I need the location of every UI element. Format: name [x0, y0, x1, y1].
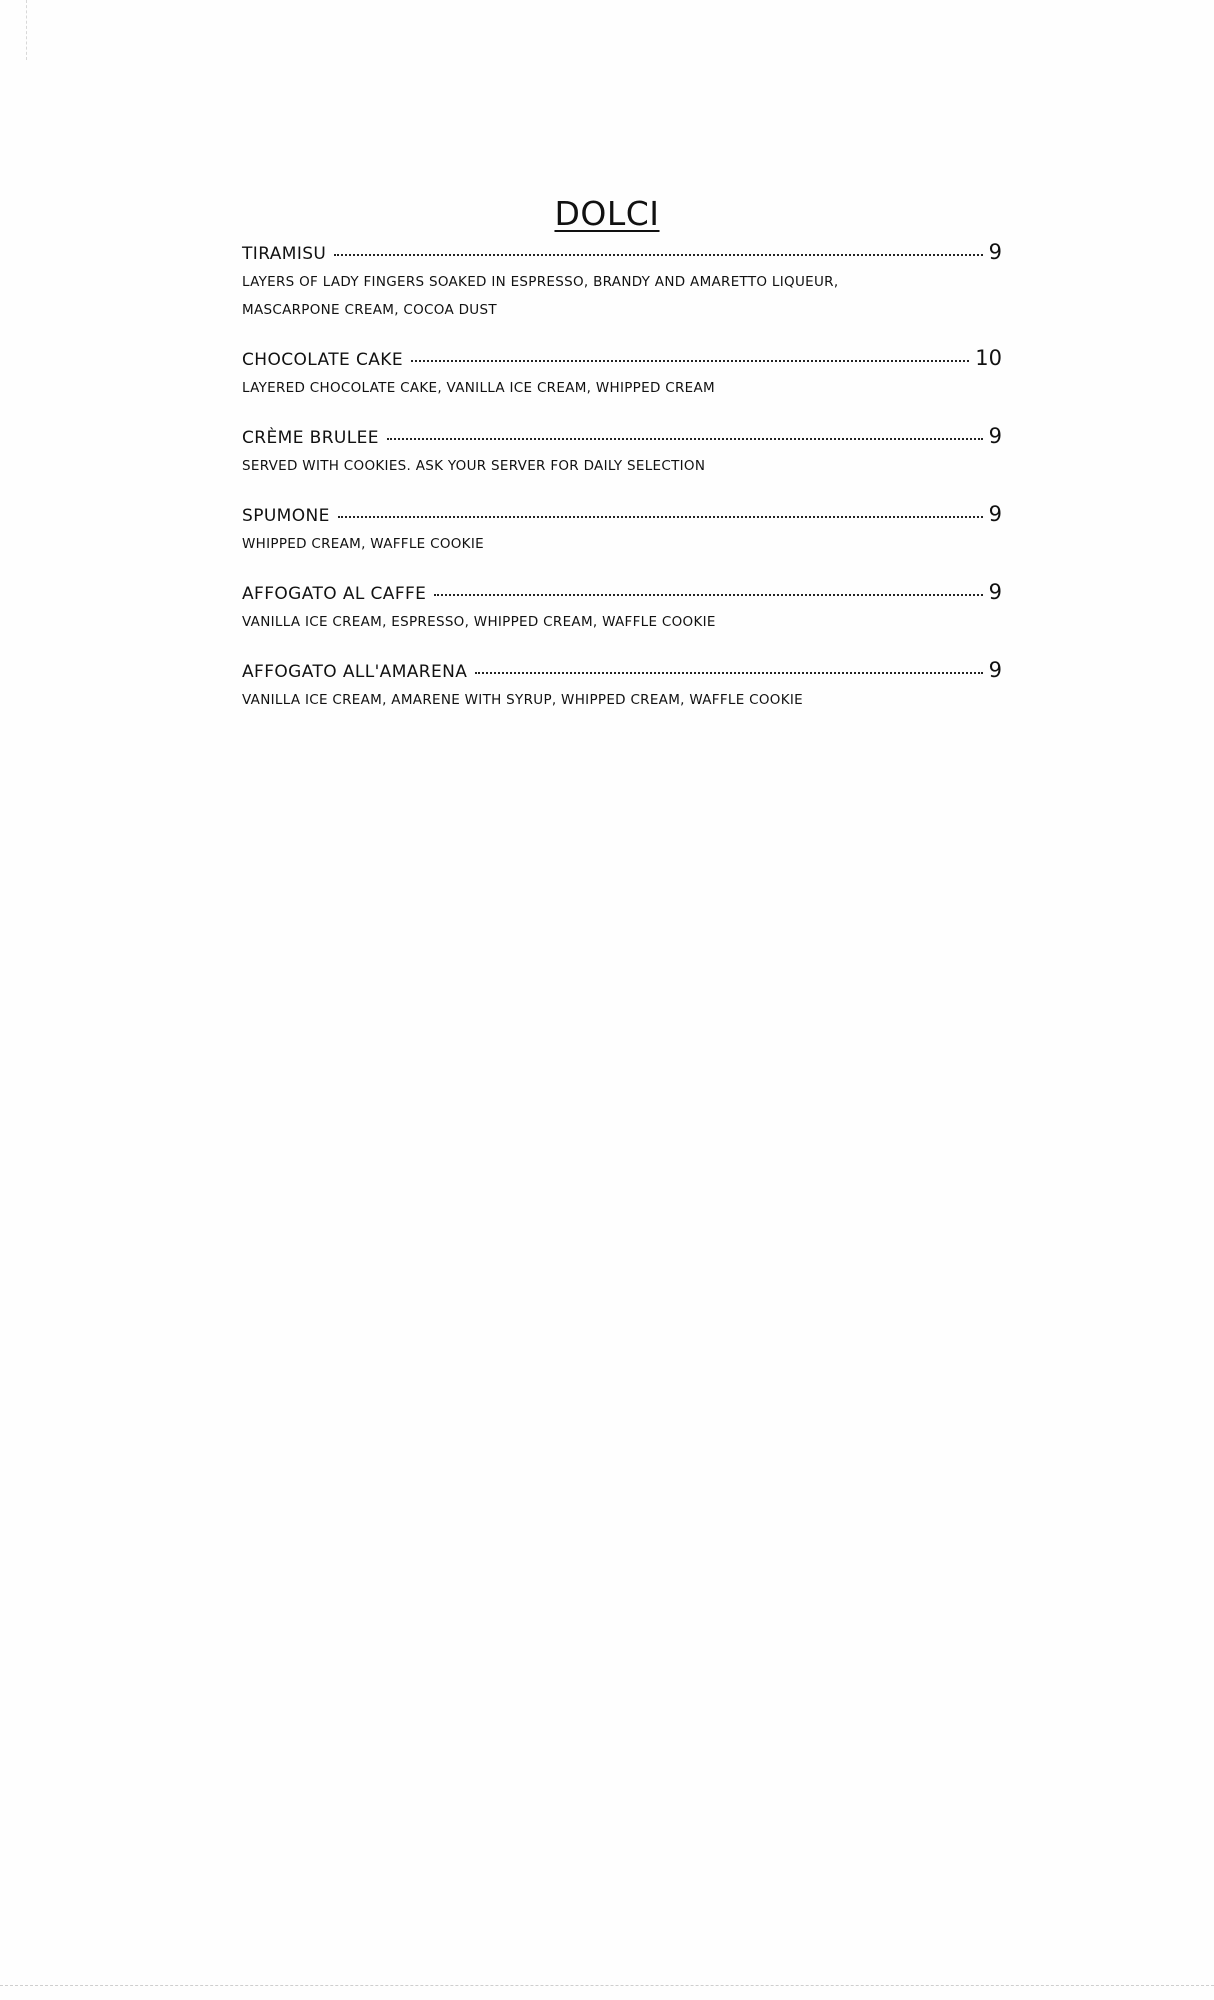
- menu-item-description: SERVED WITH COOKIES. ASK YOUR SERVER FOR DAILY SELECTION: [242, 458, 706, 474]
- menu-item-name: CHOCOLATE CAKE: [242, 350, 403, 370]
- menu-item-affogato-al-caffe: [242, 580, 1002, 636]
- menu-item-creme-brulee: [242, 424, 1002, 480]
- menu-item-row: [242, 658, 1002, 686]
- menu-item-row: [242, 424, 1002, 452]
- dotted-leader: [411, 360, 969, 362]
- menu-list: [242, 240, 1002, 736]
- dotted-leader: [334, 254, 982, 256]
- menu-item-spumone: [242, 502, 1002, 558]
- menu-item-affogato-all-amarena: [242, 658, 1002, 714]
- menu-item-row: [242, 240, 1002, 268]
- menu-item-price: 9: [988, 580, 1002, 604]
- menu-item-chocolate-cake: [242, 346, 1002, 402]
- dotted-leader: [434, 594, 982, 596]
- menu-item-name: AFFOGATO ALL'AMARENA: [242, 662, 468, 682]
- menu-item-name: TIRAMISU: [242, 244, 327, 264]
- menu-item-description: VANILLA ICE CREAM, AMARENE WITH SYRUP, WHIPPED CREAM, WAFFLE COOKIE: [242, 692, 804, 708]
- menu-item-price: 9: [988, 502, 1002, 526]
- menu-item-description: VANILLA ICE CREAM, ESPRESSO, WHIPPED CREAM, WAFFLE COOKIE: [242, 614, 716, 630]
- menu-item-tiramisu: [242, 240, 1002, 324]
- menu-item-price: 9: [988, 240, 1002, 264]
- menu-item-price: 10: [975, 346, 1002, 370]
- menu-item-row: [242, 580, 1002, 608]
- menu-item-name: AFFOGATO AL CAFFE: [242, 584, 427, 604]
- menu-item-description: WHIPPED CREAM, WAFFLE COOKIE: [242, 536, 484, 552]
- menu-item-row: [242, 502, 1002, 530]
- menu-item-row: [242, 346, 1002, 374]
- menu-item-name: CRÈME BRULEE: [242, 428, 379, 448]
- menu-item-price: 9: [988, 424, 1002, 448]
- scan-artifact-left: [26, 0, 28, 60]
- menu-item-name: SPUMONE: [242, 506, 330, 526]
- dotted-leader: [338, 516, 983, 518]
- menu-item-description: LAYERED CHOCOLATE CAKE, VANILLA ICE CREAM, WHIPPED CREAM: [242, 380, 715, 396]
- dotted-leader: [387, 438, 983, 440]
- menu-item-description: LAYERS OF LADY FINGERS SOAKED IN ESPRESSO, BRANDY AND AMARETTO LIQUEUR,: [242, 274, 839, 290]
- scan-artifact-bottom: [0, 1985, 1214, 1986]
- menu-item-price: 9: [988, 658, 1002, 682]
- menu-item-description: MASCARPONE CREAM, COCOA DUST: [242, 302, 497, 318]
- menu-title: DOLCI: [554, 194, 660, 234]
- dotted-leader: [475, 672, 982, 674]
